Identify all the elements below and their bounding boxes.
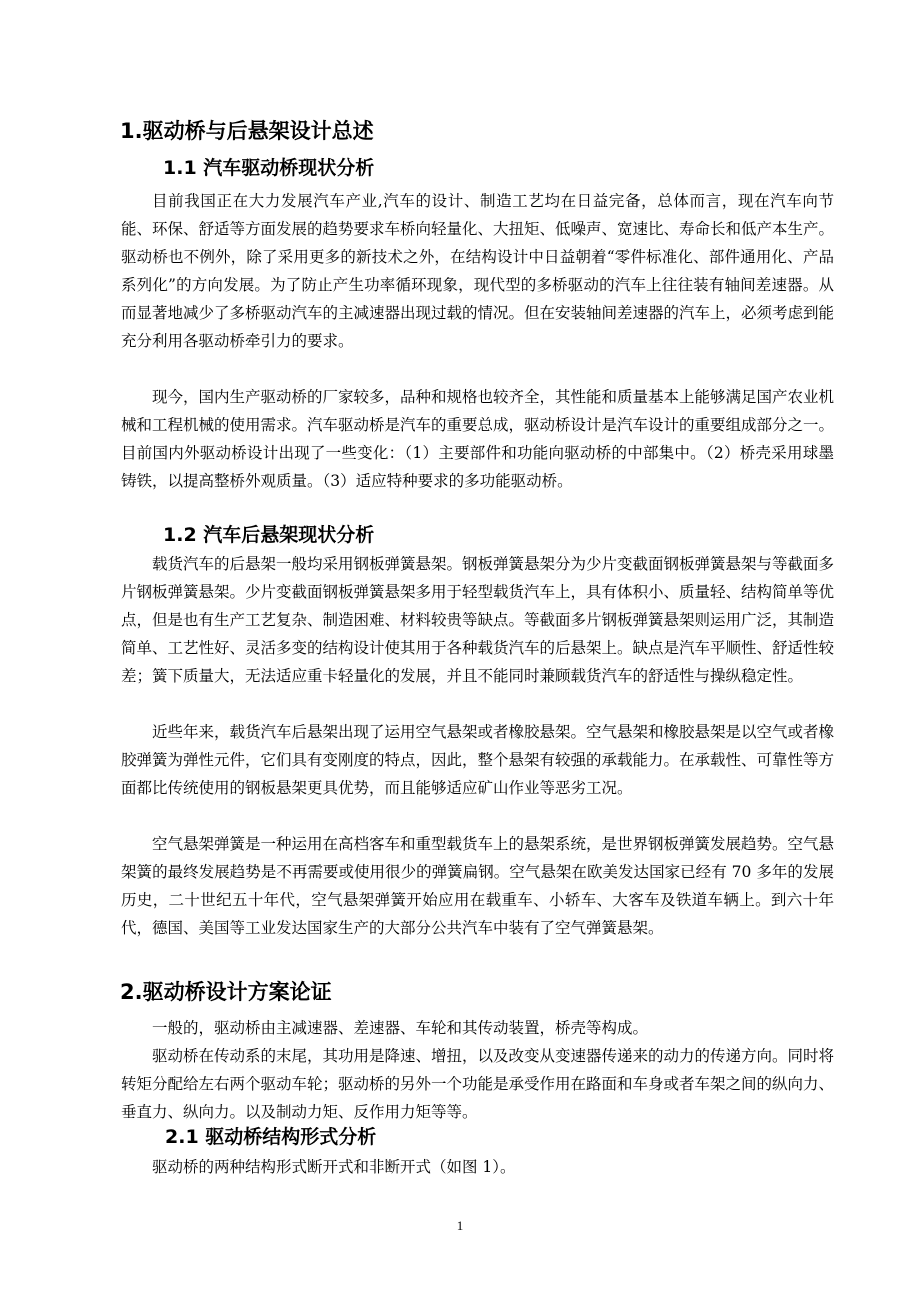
section-2-1-paragraph-1: 驱动桥的两种结构形式断开式和非断开式（如图 1）。 bbox=[152, 1158, 516, 1176]
section-1-heading: 1.驱动桥与后悬架设计总述 bbox=[120, 119, 374, 143]
section-1-2-paragraph-1: 载货汽车的后悬架一般均采用钢板弹簧悬架。钢板弹簧悬架分为少片变截面钢板弹簧悬架与等截面多片钢板弹簧悬架。少片变截面钢板弹簧悬架多用于轻型载货汽车上，具有体积小、质量轻、结构简单等优点，但是也有生产工艺复杂、制造困难、材料较贵等缺点。等截面多片钢板弹簧悬架则运用广泛，其制造简单、工艺性好、灵活多变的结构设计使其用于各种载货汽车的后悬架上。缺点是汽车平顺性、舒适性较差；簧下质量大，无法适应重卡轻量化的发展，并且不能同时兼顾载货汽车的舒适性与操纵稳定性。 bbox=[121, 555, 835, 686]
section-1-2-paragraph-3: 空气悬架弹簧是一种运用在高档客车和重型载货车上的悬架系统，是世界钢板弹簧发展趋势。空气悬架簧的最终发展趋势是不再需要或使用很少的弹簧扁钢。空气悬架在欧美发达国家已经有 70 多年的发展历史，二十世纪五十年代，空气悬架弹簧开始应用在载重车、小轿车、大客车及铁道车辆上。到六十年代，德国、美国等工业发达国家生产的大部分公共汽车中装有了空气弹簧悬架。 bbox=[121, 835, 835, 938]
page-number: 1 bbox=[456, 1218, 464, 1233]
section-1-2-heading: 1.2 汽车后悬架现状分析 bbox=[163, 524, 375, 546]
section-2-heading: 2.驱动桥设计方案论证 bbox=[120, 980, 332, 1004]
section-2-paragraph-2: 驱动桥在传动系的末尾，其功用是降速、增扭，以及改变从变速器传递来的动力的传递方向。同时将转矩分配给左右两个驱动车轮；驱动桥的另外一个功能是承受作用在路面和车身或者车架之间的纵向力、垂直力、纵向力。以及制动力矩、反作用力矩等等。 bbox=[121, 1047, 835, 1122]
section-2-paragraph-1: 一般的，驱动桥由主减速器、差速器、车轮和其传动装置，桥壳等构成。 bbox=[152, 1019, 649, 1037]
section-2-1-heading: 2.1 驱动桥结构形式分析 bbox=[165, 1126, 377, 1148]
section-1-1-heading: 1.1 汽车驱动桥现状分析 bbox=[163, 157, 375, 179]
section-1-1-paragraph-1: 目前我国正在大力发展汽车产业,汽车的设计、制造工艺均在日益完备，总体而言，现在汽车向节能、环保、舒适等方面发展的趋势要求车桥向轻量化、大扭矩、低噪声、宽速比、寿命长和低产本生产。驱动桥也不例外，除了采用更多的新技术之外，在结构设计中日益朝着“零件标准化、部件通用化、产品系列化”的方向发展。为了防止产生功率循环现象，现代型的多桥驱动的汽车上往往装有轴间差速器。从而显著地减少了多桥驱动汽车的主减速器出现过载的情况。但在安装轴间差速器的汽车上，必须考虑到能充分利用各驱动桥牵引力的要求。 bbox=[121, 192, 835, 351]
section-1-2-paragraph-2: 近些年来，载货汽车后悬架出现了运用空气悬架或者橡胶悬架。空气悬架和橡胶悬架是以空气或者橡胶弹簧为弹性元件，它们具有变刚度的特点，因此，整个悬架有较强的承载能力。在承载性、可靠性等方面都比传统使用的钢板悬架更具优势，而且能够适应矿山作业等恶劣工况。 bbox=[121, 723, 835, 798]
section-1-1-paragraph-2: 现今，国内生产驱动桥的厂家较多，品种和规格也较齐全，其性能和质量基本上能够满足国产农业机械和工程机械的使用需求。汽车驱动桥是汽车的重要总成，驱动桥设计是汽车设计的重要组成部分之一。目前国内外驱动桥设计出现了一些变化：（1）主要部件和功能向驱动桥的中部集中。（2）桥壳采用球墨铸铁，以提高整桥外观质量。（3）适应特种要求的多功能驱动桥。 bbox=[121, 388, 835, 491]
